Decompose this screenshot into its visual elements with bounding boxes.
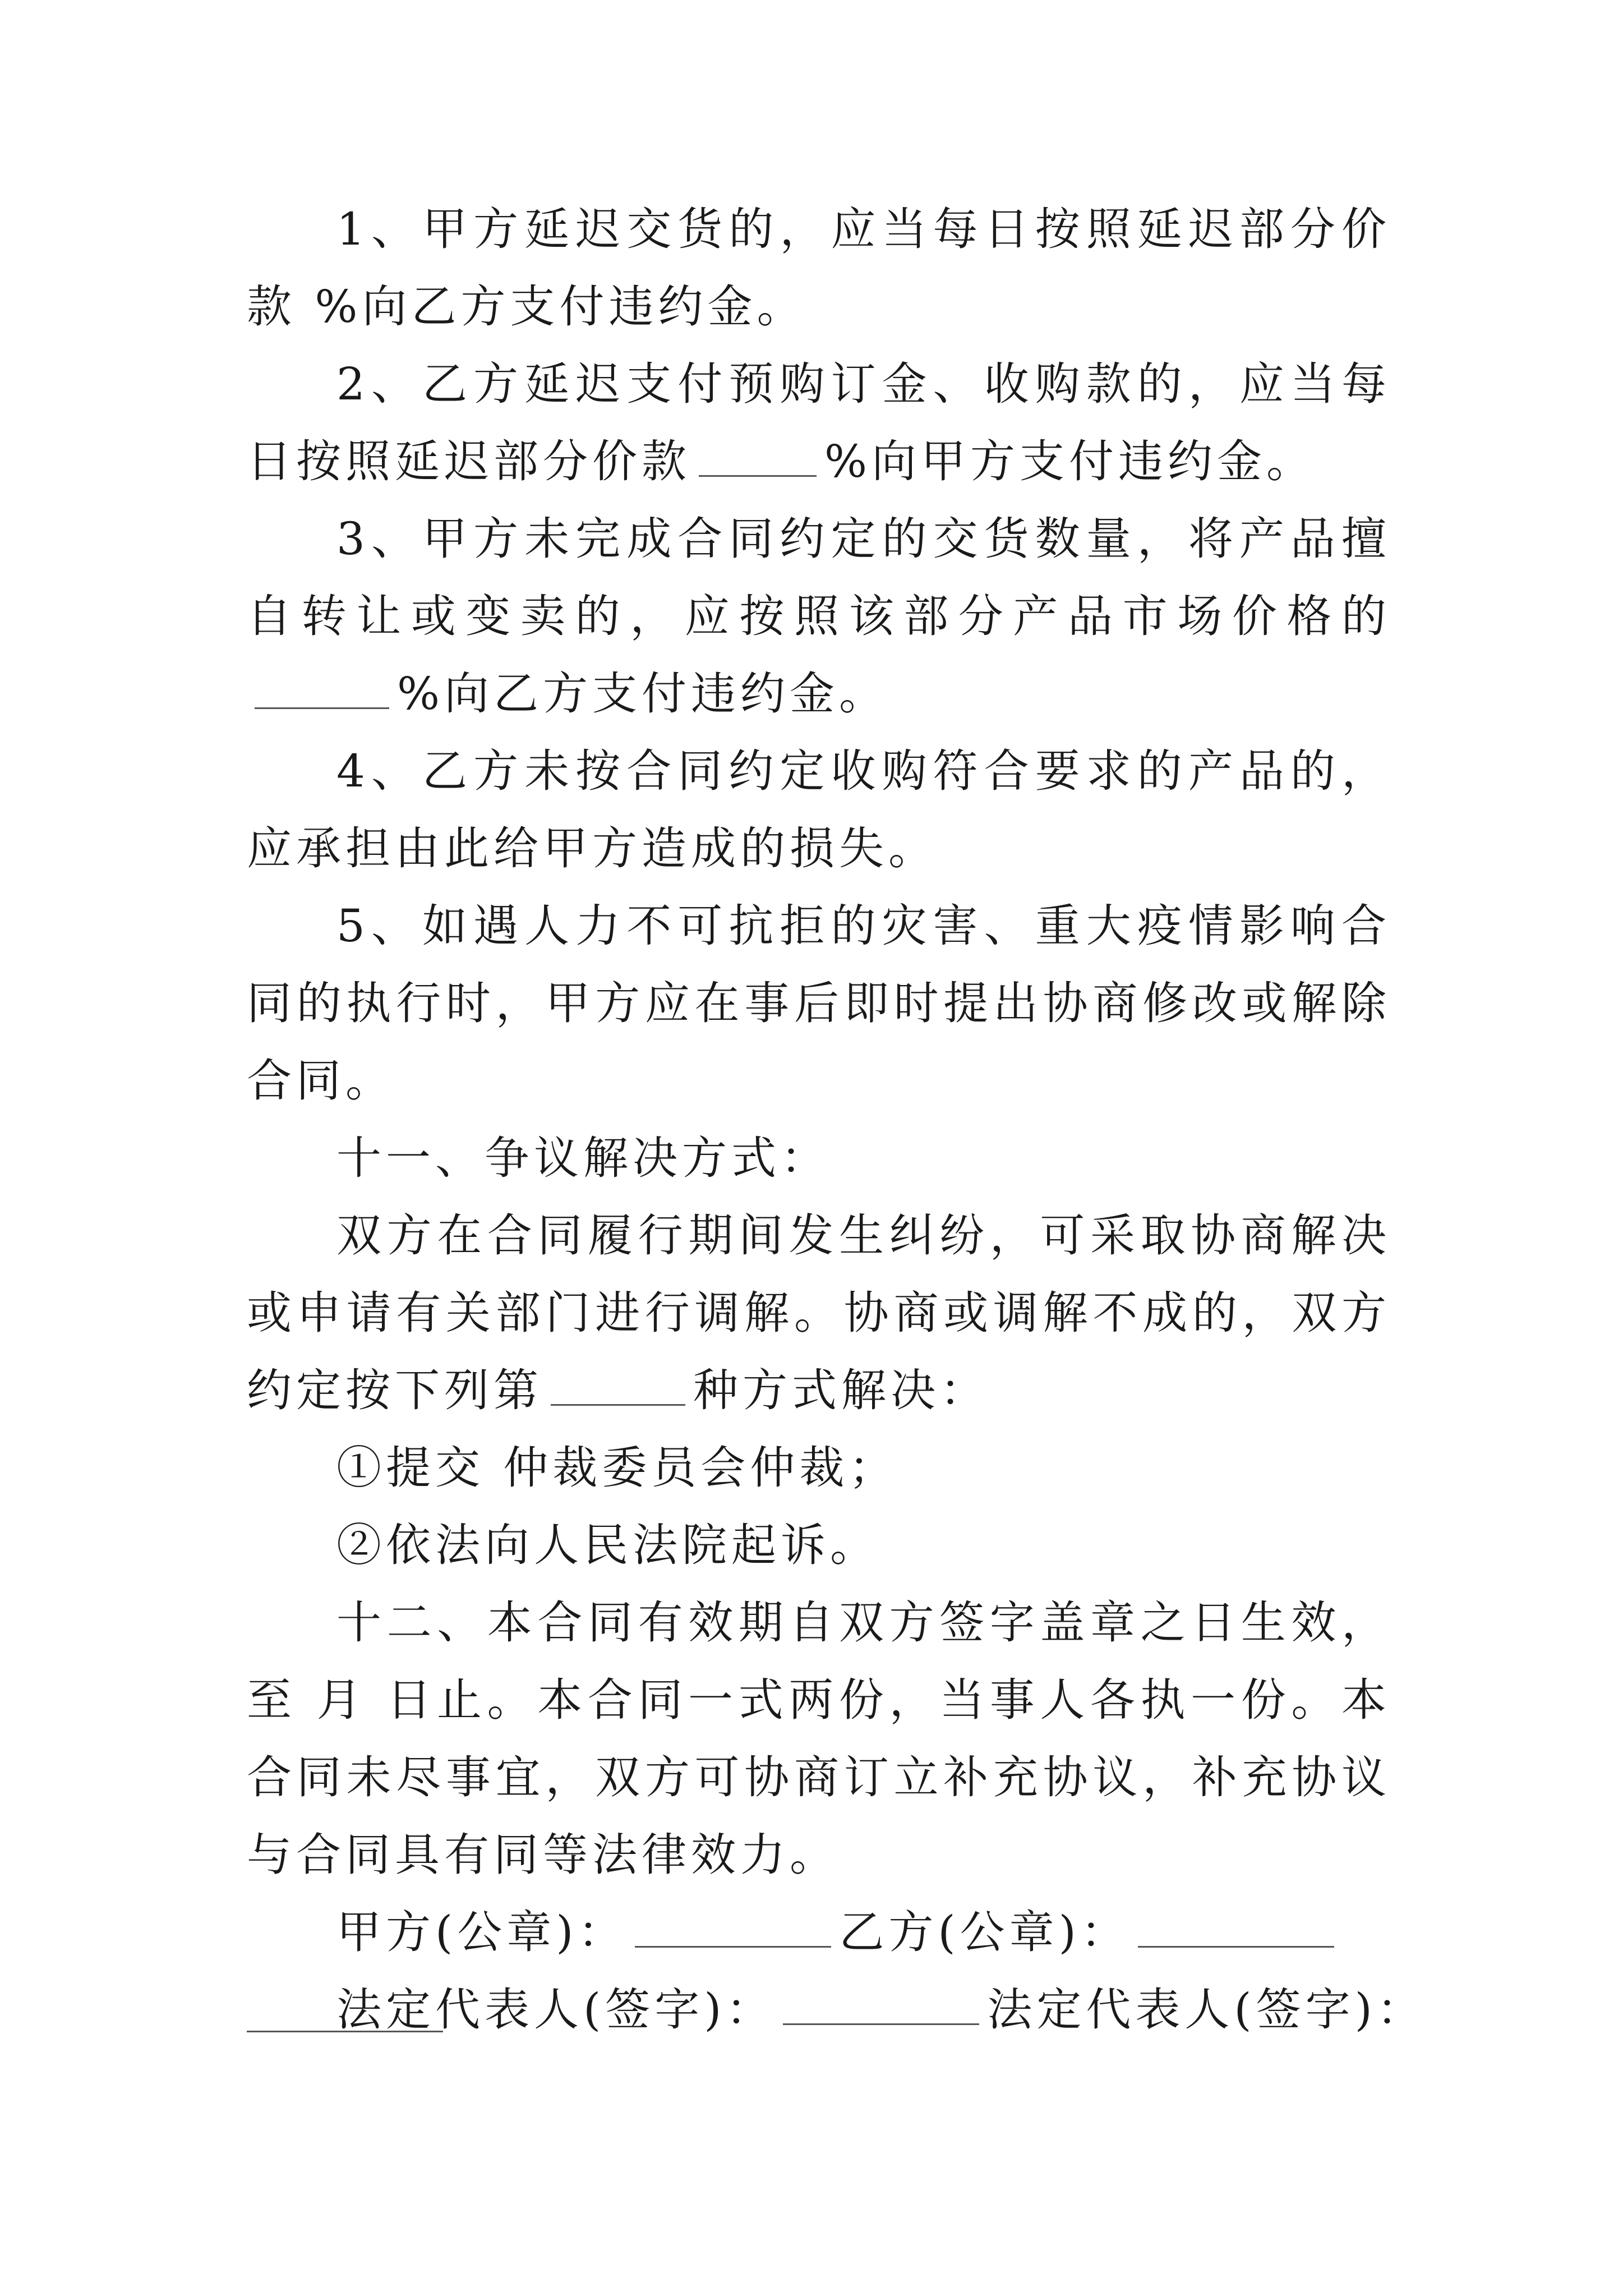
representative-row [247,1971,1426,2049]
clause-3 [247,500,1391,733]
clause-3-text-b: %向乙方支付违约金。 [397,668,889,720]
section-11-title [247,1120,1391,1197]
rep-b-label: 法定代表人(签字)： [987,1984,1426,2036]
clause-2-text-a: 2、乙方延迟支付预购订金、收购款的，应当每日按照延迟部分价款 [247,358,1391,487]
contract-text [247,191,1426,2049]
section-12-text: 十二、本合同有效期自双方签字盖章之日生效，至 月 日止。本合同一式两份，当事人各执一份。本合同未尽事宜，双方可协商订立补充协议，补充协议与合同具有同等法律效力。 [247,1596,1391,1881]
section-12 [247,1584,1391,1894]
rep-a-label: 法定代表人(签字)： [336,1984,776,2036]
clause-5 [247,887,1391,1120]
section-11-title-text: 十一、争议解决方式： [336,1132,830,1184]
clause-4 [247,733,1391,887]
section-11-body [247,1197,1391,1429]
party-a-seal-label: 甲方(公章)： [336,1906,628,1958]
party-b-seal-blank [1138,1912,1334,1948]
clause-3-text-a: 3、甲方未完成合同约定的交货数量，将产品擅自转让或变卖的，应按照该部分产品市场价格的 [247,513,1391,642]
rep-b-blank [247,2031,443,2032]
clause-3-blank [255,674,389,709]
option-1-text: ①提交 仲裁委员会仲裁； [336,1442,898,1494]
rep-a-blank [783,1990,979,2025]
clause-1 [247,191,1391,346]
clause-2 [247,346,1391,500]
clause-4-text: 4、乙方未按合同约定收购符合要求的产品的，应承担由此给甲方造成的损失。 [247,745,1391,875]
clause-2-blank [699,441,817,477]
option-2-text: ②依法向人民法院起诉。 [336,1519,879,1571]
option-2 [247,1507,1391,1584]
section-11-body-text-a: 双方在合同履行期间发生纠纷，可采取协商解决或申请有关部门进行调解。协商或调解不成的，双方约定按下列第 [247,1209,1391,1416]
party-a-seal-blank [635,1912,831,1948]
clause-2-text-b: %向甲方支付违约金。 [824,435,1316,487]
clause-1-text: 1、甲方延迟交货的，应当每日按照延迟部分价款 %向乙方支付违约金。 [247,203,1391,333]
section-11-body-text-b: 种方式解决： [693,1364,989,1416]
option-1 [247,1429,1391,1507]
section-11-blank [551,1370,685,1406]
party-b-seal-label: 乙方(公章)： [839,1906,1130,1958]
clause-5-text: 5、如遇人力不可抗拒的灾害、重大疫情影响合同的执行时，甲方应在事后即时提出协商修改或解除合同。 [247,900,1391,1107]
seal-row [247,1894,1391,1971]
